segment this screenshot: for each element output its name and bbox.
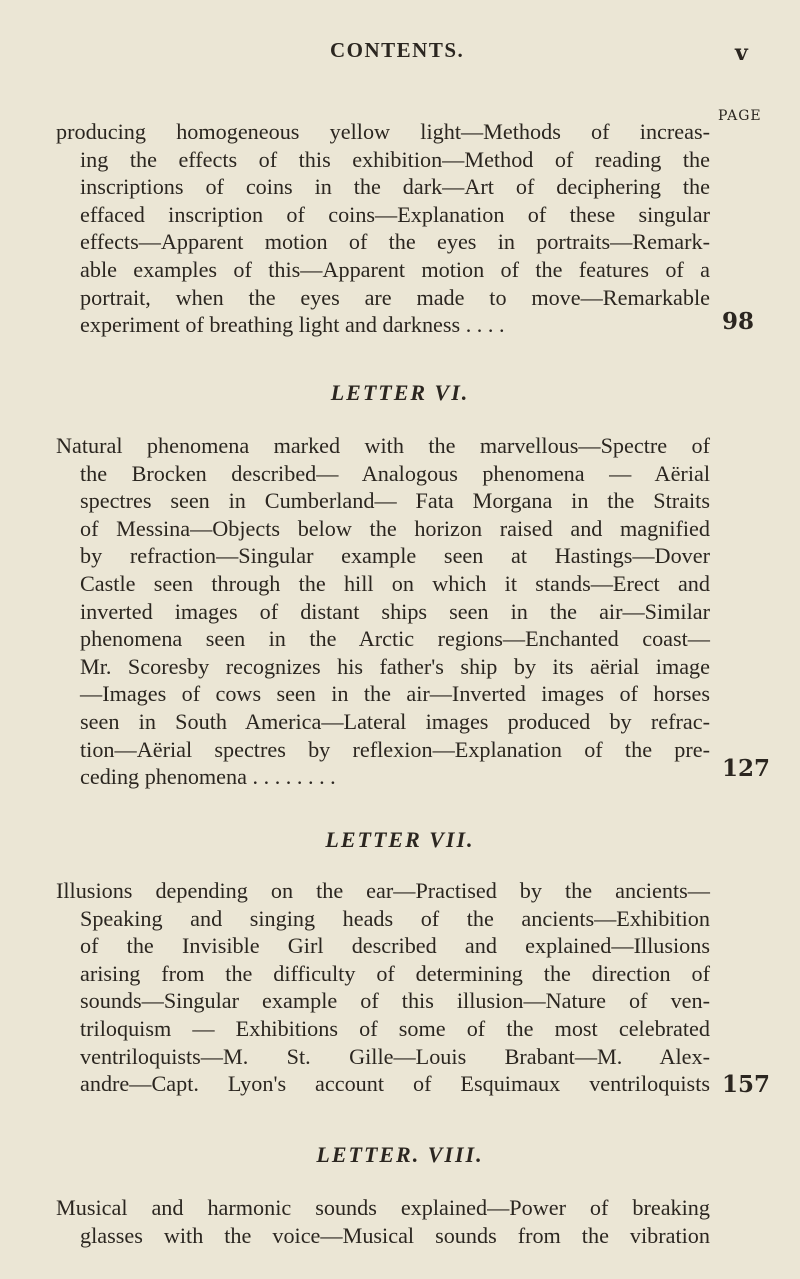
page-number: 157: [722, 1071, 771, 1098]
entry-line: seen in South America—Lateral images produced by refrac-: [80, 708, 710, 734]
entry-line: of the Invisible Girl described and explained—Illusions: [80, 933, 710, 959]
entry-line: spectres seen in Cumberland— Fata Morgana in the Straits: [80, 488, 710, 514]
entry-line: portrait, when the eyes are made to move—Remarkable: [80, 284, 710, 310]
entry-line: Castle seen through the hill on which it stands—Erect and: [80, 570, 710, 596]
entry-line: ceding phenomena . . . . . . . .: [80, 764, 336, 790]
entry-line: tion—Aërial spectres by reflexion—Explanation of the pre-: [80, 736, 710, 762]
running-header: [0, 38, 800, 68]
entry-line: experiment of breathing light and darkness . . . .: [80, 312, 505, 338]
entry-line: effects—Apparent motion of the eyes in portraits—Remark-: [80, 229, 710, 255]
toc-entry: [56, 1194, 710, 1249]
entry-line: of Messina—Objects below the horizon raised and magnified: [80, 515, 710, 541]
entry-line: phenomena seen in the Arctic regions—Enchanted coast—: [80, 626, 710, 652]
entry-line: inverted images of distant ships seen in the air—Similar: [80, 598, 710, 624]
page-number: 98: [722, 308, 755, 335]
entry-line: Mr. Scoresby recognizes his father's ship by its aërial image: [80, 653, 710, 679]
folio-number: v: [735, 40, 748, 66]
entry-line: sounds—Singular example of this illusion—Nature of ven-: [80, 988, 710, 1014]
entry-line: Speaking and singing heads of the ancients—Exhibition: [80, 905, 710, 931]
entry-line: Illusions depending on the ear—Practised by the ancients—: [56, 878, 710, 903]
entry-line: Natural phenomena marked with the marvellous—Spectre of: [56, 433, 710, 458]
entry-line: the Brocken described— Analogous phenomena — Aërial: [80, 460, 710, 486]
section-heading: LETTER VI.: [330, 380, 470, 405]
toc-entry: [56, 118, 710, 339]
section-heading: LETTER. VIII.: [316, 1142, 484, 1167]
running-title: CONTENTS.: [330, 38, 465, 62]
page-number: 127: [722, 755, 771, 782]
entry-line: andre—Capt. Lyon's account of Esquimaux ventriloquists: [80, 1071, 710, 1097]
entry-line: by refraction—Singular example seen at Hastings—Dover: [80, 543, 710, 569]
section-heading: LETTER VII.: [325, 827, 475, 852]
toc-entry: [56, 432, 710, 791]
entry-line: effaced inscription of coins—Explanation of these singular: [80, 201, 710, 227]
entry-line: Musical and harmonic sounds explained—Power of breaking: [56, 1195, 710, 1220]
entry-line: glasses with the voice—Musical sounds from the vibration: [80, 1222, 710, 1248]
page-column-label: PAGE: [718, 108, 762, 124]
entry-line: able examples of this—Apparent motion of the features of a: [80, 256, 710, 282]
entry-line: inscriptions of coins in the dark—Art of deciphering the: [80, 174, 710, 200]
entry-line: arising from the difficulty of determining the direction of: [80, 960, 710, 986]
entry-line: producing homogeneous yellow light—Methods of increas-: [56, 119, 710, 144]
entry-line: ing the effects of this exhibition—Method of reading the: [80, 146, 710, 172]
entry-line: —Images of cows seen in the air—Inverted images of horses: [80, 681, 710, 707]
entry-line: triloquism — Exhibitions of some of the most celebrated: [80, 1015, 710, 1041]
toc-entry: [56, 877, 710, 1098]
entry-line: ventriloquists—M. St. Gille—Louis Brabant—M. Alex-: [80, 1043, 710, 1069]
